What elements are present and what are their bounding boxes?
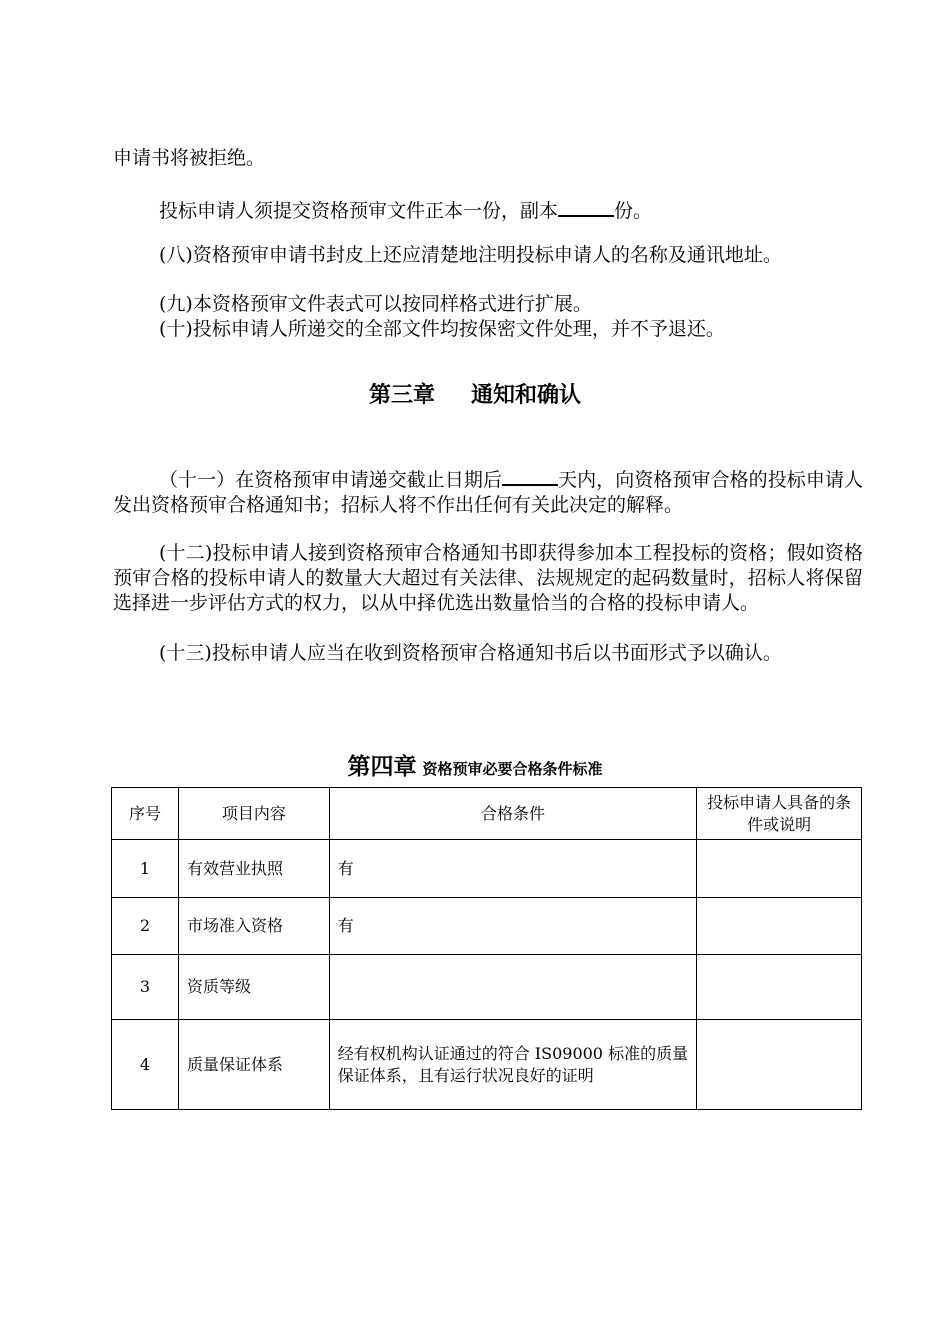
cell-note (697, 898, 862, 955)
chapter-3-heading (0, 378, 950, 409)
header-no: 序号 (112, 788, 179, 840)
chapter-3-title: 通知和确认 (471, 383, 582, 408)
header-item: 项目内容 (178, 788, 329, 840)
cell-note (697, 1020, 862, 1110)
paragraph-rejection: 申请书将被拒绝。 (113, 147, 266, 169)
table-row (112, 955, 862, 1020)
chapter-3-number: 第三章 (368, 383, 435, 408)
chapter-4-heading (0, 748, 950, 781)
cell-condition: 经有权机构认证通过的符合 IS09000 标准的质量保证体系，且有运行状况良好的证明 (329, 1020, 697, 1110)
cell-condition: 有 (329, 898, 697, 955)
paragraph-copies-text: 投标申请人须提交资格预审文件正本一份，副本 (159, 200, 559, 222)
cell-no: 1 (112, 840, 179, 898)
table-row (112, 840, 862, 898)
paragraph-item-11-text: （十一）在资格预审申请递交截止日期后 (159, 469, 503, 491)
cell-item: 资质等级 (178, 955, 329, 1020)
table-row (112, 898, 862, 955)
paragraph-item-8: (八)资格预审申请书封皮上还应清楚地注明投标申请人的名称及通讯地址。 (159, 244, 782, 266)
chapter-4-title: 资格预审必要合格条件标准 (422, 760, 603, 778)
paragraph-item-9: (九)本资格预审文件表式可以按同样格式进行扩展。 (159, 293, 592, 315)
paragraph-copies (113, 197, 863, 224)
cell-no: 3 (112, 955, 179, 1020)
paragraph-item-11-suffix: 天内，向资格预审合格的投标申请人发出资格预审合格通知书；招标人将不作出任何有关此决定的解释。 (113, 469, 863, 516)
cell-condition: 有 (329, 840, 697, 898)
paragraph-item-10: (十)投标申请人所递交的全部文件均按保密文件处理，并不予退还。 (159, 318, 725, 340)
days-blank-field (502, 466, 558, 486)
header-condition: 合格条件 (329, 788, 697, 840)
paragraph-item-12: (十二)投标申请人接到资格预审合格通知书即获得参加本工程投标的资格；假如资格预审合格的投标申请人的数量大大超过有关法律、法规规定的起码数量时，招标人将保留选择进一步评估方式的权力，以从中择优选出数量恰当的合格的投标申请人。 (113, 542, 863, 614)
copies-blank-field (558, 197, 614, 217)
paragraph-item-13: (十三)投标申请人应当在收到资格预审合格通知书后以书面形式予以确认。 (159, 642, 782, 664)
qualification-table (111, 787, 862, 1110)
cell-item: 有效营业执照 (178, 840, 329, 898)
cell-note (697, 840, 862, 898)
paragraph-item-11 (113, 466, 863, 518)
header-note: 投标申请人具备的条件或说明 (697, 788, 862, 840)
paragraph-copies-suffix: 份。 (614, 200, 653, 222)
chapter-4-number: 第四章 (347, 754, 417, 780)
table-row (112, 1020, 862, 1110)
cell-no: 4 (112, 1020, 179, 1110)
cell-no: 2 (112, 898, 179, 955)
cell-item: 质量保证体系 (178, 1020, 329, 1110)
cell-note (697, 955, 862, 1020)
cell-item: 市场准入资格 (178, 898, 329, 955)
cell-condition (329, 955, 697, 1020)
table-header-row (112, 788, 862, 840)
